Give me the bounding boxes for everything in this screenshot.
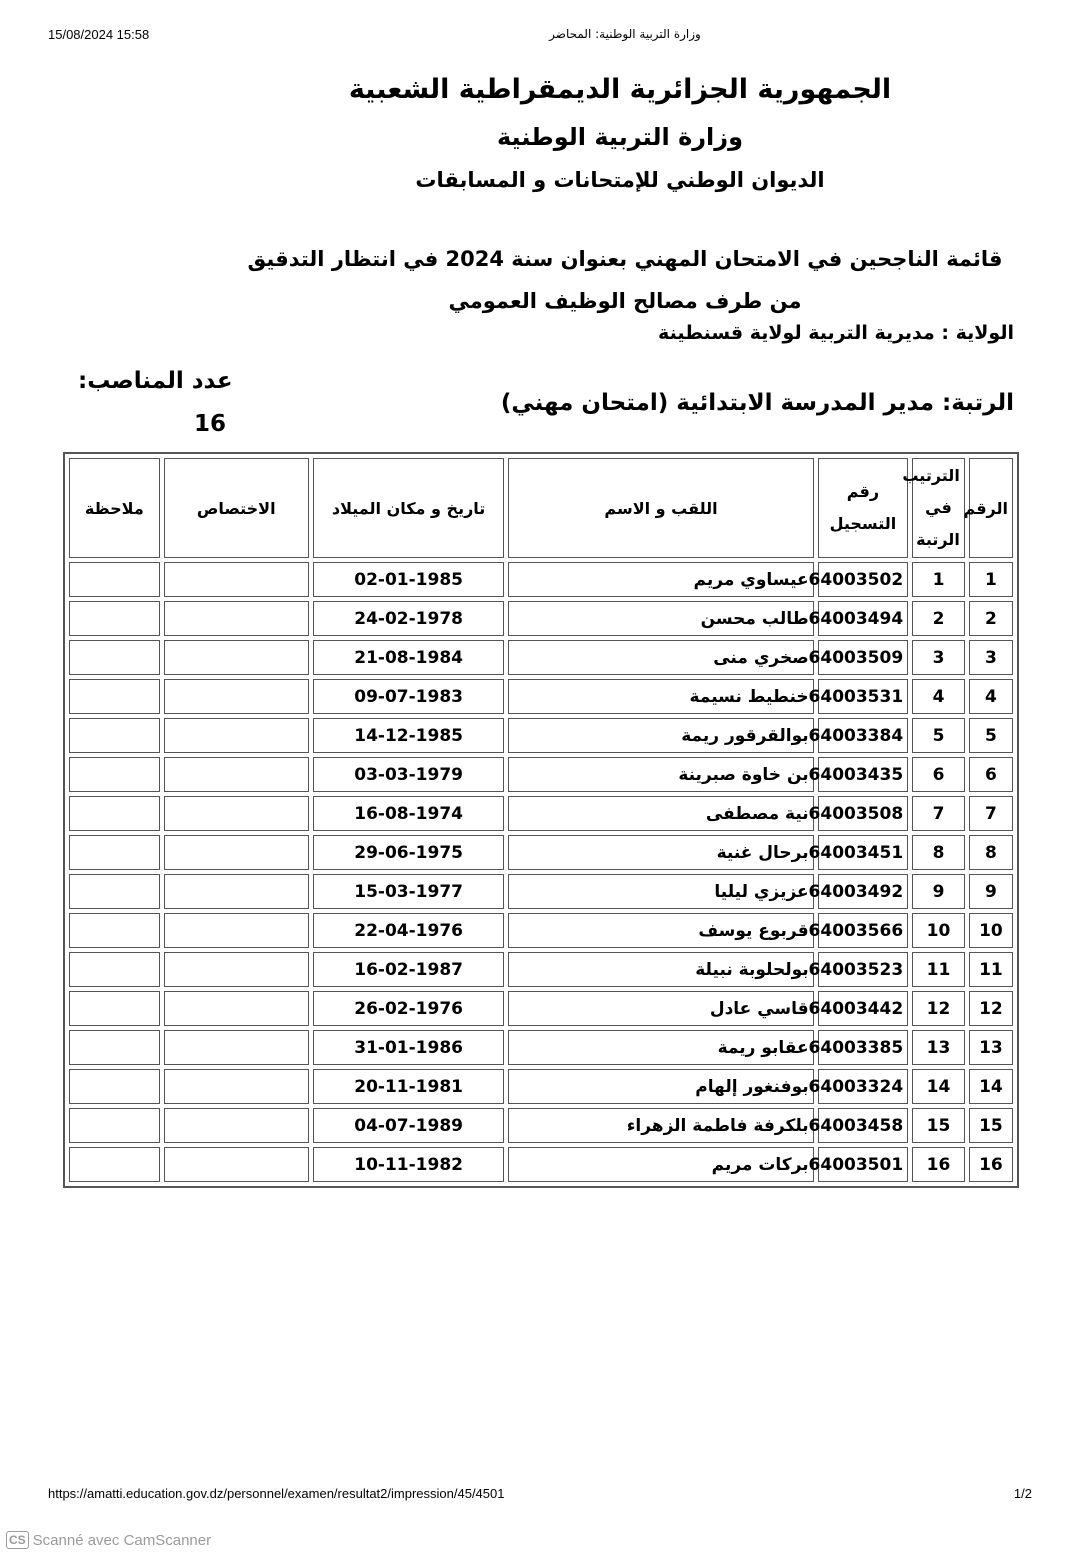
cell-birth: 16-08-1974 bbox=[313, 796, 505, 831]
cell-rank: 6 bbox=[912, 757, 965, 792]
cell-registration: 64003523 bbox=[818, 952, 909, 987]
cell-name: عيساوي مريم bbox=[508, 562, 813, 597]
cell-note bbox=[69, 1108, 160, 1143]
cell-rank: 8 bbox=[912, 835, 965, 870]
cell-specialty bbox=[164, 991, 309, 1026]
cell-name: بولحلوبة نبيلة bbox=[508, 952, 813, 987]
cell-specialty bbox=[164, 913, 309, 948]
cell-num: 16 bbox=[969, 1147, 1013, 1182]
camscanner-watermark bbox=[6, 1531, 211, 1549]
cell-birth: 24-02-1978 bbox=[313, 601, 505, 636]
cell-registration: 64003442 bbox=[818, 991, 909, 1026]
cell-rank: 14 bbox=[912, 1069, 965, 1104]
print-datetime: 15/08/2024 15:58 bbox=[48, 27, 150, 42]
ministry-title: وزارة التربية الوطنية bbox=[496, 123, 744, 151]
cell-registration: 64003458 bbox=[818, 1108, 909, 1143]
cell-rank: 16 bbox=[912, 1147, 965, 1182]
cell-registration: 64003492 bbox=[818, 874, 909, 909]
cell-name: نية مصطفى bbox=[508, 796, 813, 831]
cell-specialty bbox=[164, 1069, 309, 1104]
table-row bbox=[69, 1030, 1013, 1065]
cell-birth: 10-11-1982 bbox=[313, 1147, 505, 1182]
cell-name: بوفنغور إلهام bbox=[508, 1069, 813, 1104]
print-page-title: وزارة التربية الوطنية: المحاضر bbox=[549, 27, 701, 41]
table-row bbox=[69, 952, 1013, 987]
cell-num: 15 bbox=[969, 1108, 1013, 1143]
cell-num: 14 bbox=[969, 1069, 1013, 1104]
table-row bbox=[69, 835, 1013, 870]
cell-rank: 13 bbox=[912, 1030, 965, 1065]
cell-specialty bbox=[164, 601, 309, 636]
camscanner-logo-icon: CS bbox=[6, 1531, 29, 1549]
cell-num: 3 bbox=[969, 640, 1013, 675]
cell-rank: 15 bbox=[912, 1108, 965, 1143]
cell-registration: 64003324 bbox=[818, 1069, 909, 1104]
cell-rank: 11 bbox=[912, 952, 965, 987]
cell-specialty bbox=[164, 757, 309, 792]
cell-note bbox=[69, 1069, 160, 1104]
cell-note bbox=[69, 757, 160, 792]
table-row bbox=[69, 679, 1013, 714]
cell-note bbox=[69, 874, 160, 909]
cell-name: عزيزي ليليا bbox=[508, 874, 813, 909]
cell-note bbox=[69, 601, 160, 636]
cell-specialty bbox=[164, 874, 309, 909]
cell-name: عقابو ريمة bbox=[508, 1030, 813, 1065]
header-name: اللقب و الاسم bbox=[508, 458, 813, 558]
cell-rank: 2 bbox=[912, 601, 965, 636]
cell-rank: 5 bbox=[912, 718, 965, 753]
table-row bbox=[69, 913, 1013, 948]
cell-birth: 22-04-1976 bbox=[313, 913, 505, 948]
cell-birth: 15-03-1977 bbox=[313, 874, 505, 909]
cell-rank: 1 bbox=[912, 562, 965, 597]
cell-registration: 64003385 bbox=[818, 1030, 909, 1065]
cell-name: بن خاوة صبرينة bbox=[508, 757, 813, 792]
cell-note bbox=[69, 1147, 160, 1182]
table-row bbox=[69, 757, 1013, 792]
cell-birth: 29-06-1975 bbox=[313, 835, 505, 870]
header-specialty: الاختصاص bbox=[164, 458, 309, 558]
table-row bbox=[69, 1108, 1013, 1143]
list-title: قائمة الناجحين في الامتحان المهني بعنوان سنة 2024 في انتظار التدقيق من طرف مصالح الوظيف العمومي bbox=[247, 247, 1003, 313]
cell-note bbox=[69, 1030, 160, 1065]
cell-rank: 10 bbox=[912, 913, 965, 948]
cell-num: 9 bbox=[969, 874, 1013, 909]
cell-num: 11 bbox=[969, 952, 1013, 987]
table-row bbox=[69, 1069, 1013, 1104]
cell-name: قاسي عادل bbox=[508, 991, 813, 1026]
camscanner-text: Scanné avec CamScanner bbox=[32, 1531, 212, 1549]
table-row bbox=[69, 991, 1013, 1026]
cell-registration: 64003531 bbox=[818, 679, 909, 714]
cell-registration: 64003502 bbox=[818, 562, 909, 597]
cell-birth: 31-01-1986 bbox=[313, 1030, 505, 1065]
cell-registration: 64003494 bbox=[818, 601, 909, 636]
cell-num: 13 bbox=[969, 1030, 1013, 1065]
cell-specialty bbox=[164, 562, 309, 597]
cell-name: بركات مريم bbox=[508, 1147, 813, 1182]
cell-specialty bbox=[164, 1108, 309, 1143]
posts-count-label: عدد المناصب: bbox=[78, 368, 233, 394]
cell-birth: 20-11-1981 bbox=[313, 1069, 505, 1104]
results-table bbox=[63, 452, 1019, 1188]
rank-label: الرتبة: مدير المدرسة الابتدائية (امتحان مهني) bbox=[500, 390, 1014, 416]
cell-birth: 04-07-1989 bbox=[313, 1108, 505, 1143]
table-row bbox=[69, 562, 1013, 597]
cell-registration: 64003509 bbox=[818, 640, 909, 675]
cell-rank: 9 bbox=[912, 874, 965, 909]
table-row bbox=[69, 796, 1013, 831]
header-num: الرقم bbox=[969, 458, 1013, 558]
cell-specialty bbox=[164, 640, 309, 675]
header-birth: تاريخ و مكان الميلاد bbox=[313, 458, 505, 558]
cell-note bbox=[69, 835, 160, 870]
cell-note bbox=[69, 913, 160, 948]
cell-specialty bbox=[164, 679, 309, 714]
cell-specialty bbox=[164, 796, 309, 831]
cell-num: 7 bbox=[969, 796, 1013, 831]
header-note: ملاحظة bbox=[69, 458, 160, 558]
table-row bbox=[69, 640, 1013, 675]
cell-note bbox=[69, 796, 160, 831]
cell-registration: 64003501 bbox=[818, 1147, 909, 1182]
cell-note bbox=[69, 562, 160, 597]
cell-rank: 12 bbox=[912, 991, 965, 1026]
cell-specialty bbox=[164, 1147, 309, 1182]
footer-url: https://amatti.education.gov.dz/personnel/examen/resultat2/impression/45/4501 bbox=[48, 1486, 505, 1501]
cell-num: 6 bbox=[969, 757, 1013, 792]
cell-registration: 64003566 bbox=[818, 913, 909, 948]
cell-note bbox=[69, 679, 160, 714]
cell-birth: 16-02-1987 bbox=[313, 952, 505, 987]
cell-birth: 02-01-1985 bbox=[313, 562, 505, 597]
cell-note bbox=[69, 952, 160, 987]
table-row bbox=[69, 1147, 1013, 1182]
cell-name: خنطيط نسيمة bbox=[508, 679, 813, 714]
cell-birth: 21-08-1984 bbox=[313, 640, 505, 675]
cell-specialty bbox=[164, 952, 309, 987]
cell-name: قربوع يوسف bbox=[508, 913, 813, 948]
table-row bbox=[69, 718, 1013, 753]
header-registration: رقم التسجيل bbox=[818, 458, 909, 558]
table-row bbox=[69, 601, 1013, 636]
cell-num: 1 bbox=[969, 562, 1013, 597]
cell-name: بوالقرقور ريمة bbox=[508, 718, 813, 753]
cell-birth: 09-07-1983 bbox=[313, 679, 505, 714]
header-rank: الترتيب في الرتبة bbox=[912, 458, 965, 558]
cell-note bbox=[69, 991, 160, 1026]
cell-birth: 03-03-1979 bbox=[313, 757, 505, 792]
cell-rank: 4 bbox=[912, 679, 965, 714]
posts-count-value: 16 bbox=[194, 411, 227, 437]
table-row bbox=[69, 874, 1013, 909]
cell-num: 10 bbox=[969, 913, 1013, 948]
cell-num: 8 bbox=[969, 835, 1013, 870]
cell-num: 12 bbox=[969, 991, 1013, 1026]
cell-name: صخري منى bbox=[508, 640, 813, 675]
cell-name: طالب محسن bbox=[508, 601, 813, 636]
cell-rank: 7 bbox=[912, 796, 965, 831]
cell-name: برحال غنية bbox=[508, 835, 813, 870]
cell-num: 2 bbox=[969, 601, 1013, 636]
cell-registration: 64003435 bbox=[818, 757, 909, 792]
cell-registration: 64003508 bbox=[818, 796, 909, 831]
cell-note bbox=[69, 640, 160, 675]
cell-birth: 26-02-1976 bbox=[313, 991, 505, 1026]
cell-rank: 3 bbox=[912, 640, 965, 675]
wilaya-label: الولاية : مديرية التربية لولاية قسنطينة bbox=[658, 322, 1014, 344]
cell-birth: 14-12-1985 bbox=[313, 718, 505, 753]
cell-specialty bbox=[164, 835, 309, 870]
cell-name: بلكرفة فاطمة الزهراء bbox=[508, 1108, 813, 1143]
cell-note bbox=[69, 718, 160, 753]
cell-num: 5 bbox=[969, 718, 1013, 753]
cell-registration: 64003451 bbox=[818, 835, 909, 870]
cell-num: 4 bbox=[969, 679, 1013, 714]
cell-registration: 64003384 bbox=[818, 718, 909, 753]
cell-specialty bbox=[164, 718, 309, 753]
footer-page-number: 1/2 bbox=[1013, 1486, 1032, 1501]
republic-title: الجمهورية الجزائرية الديمقراطية الشعبية bbox=[348, 74, 892, 105]
cell-specialty bbox=[164, 1030, 309, 1065]
table-header-row bbox=[69, 458, 1013, 558]
office-title: الديوان الوطني للإمتحانات و المسابقات bbox=[415, 168, 825, 192]
